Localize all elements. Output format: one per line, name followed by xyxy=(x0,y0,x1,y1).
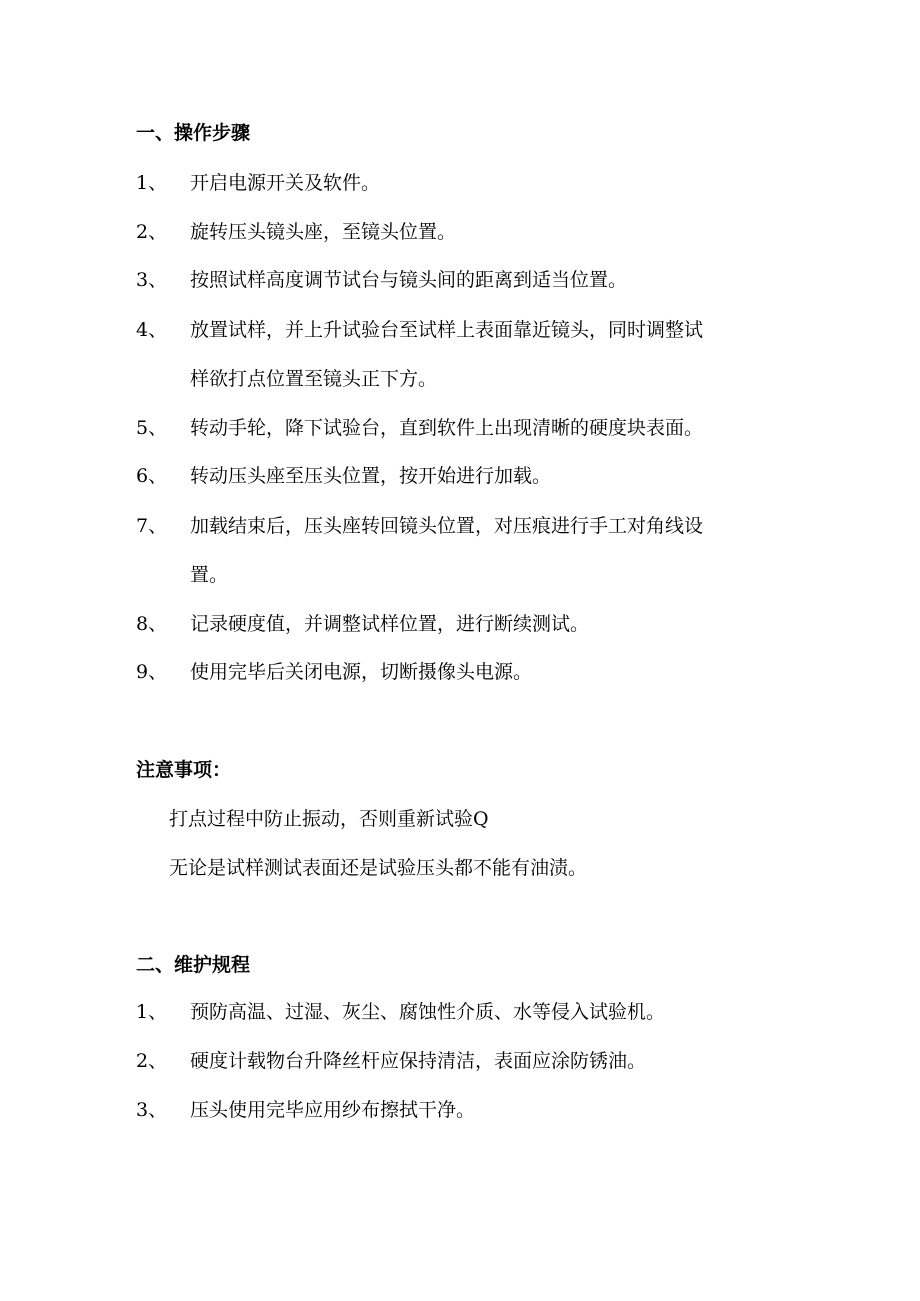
note-line-1: 打点过程中防止振动，否则重新试验Q xyxy=(169,808,489,830)
step-number: 4、 xyxy=(136,319,168,341)
step-item-7-continuation: 置。 xyxy=(190,564,229,586)
maintenance-item-3 xyxy=(136,1098,475,1122)
step-text: 使用完毕后关闭电源，切断摄像头电源。 xyxy=(190,661,533,683)
step-number: 1、 xyxy=(136,172,168,194)
step-item-3 xyxy=(136,268,627,292)
step-item-5 xyxy=(136,416,703,440)
step-text: 转动手轮，降下试验台，直到软件上出现清晰的硬度块表面。 xyxy=(190,417,704,439)
section-maintenance-title: 二、维护规程 xyxy=(136,954,251,976)
maintenance-text: 压头使用完毕应用纱布擦拭干净。 xyxy=(190,1099,476,1121)
step-text: 放置试样，并上升试验台至试样上表面靠近镜头，同时调整试 xyxy=(190,319,704,341)
maintenance-text: 预防高温、过湿、灰尘、腐蚀性介质、水等侵入试验机。 xyxy=(190,1001,666,1023)
step-number: 2、 xyxy=(136,221,168,243)
step-item-8 xyxy=(136,612,589,636)
notes-title: 注意事项： xyxy=(136,759,232,781)
step-text: 按照试样高度调节试台与镜头间的距离到适当位置。 xyxy=(190,269,628,291)
step-item-4 xyxy=(136,318,703,342)
step-item-1 xyxy=(136,171,380,195)
maintenance-item-1 xyxy=(136,1000,665,1024)
step-number: 8、 xyxy=(136,613,168,635)
maintenance-number: 1、 xyxy=(136,1001,168,1023)
step-number: 3、 xyxy=(136,269,168,291)
maintenance-number: 3、 xyxy=(136,1099,168,1121)
step-text: 旋转压头镜头座，至镜头位置。 xyxy=(190,221,457,243)
step-number: 9、 xyxy=(136,661,168,683)
maintenance-item-2 xyxy=(136,1049,646,1073)
maintenance-text: 硬度计载物台升降丝杆应保持清洁，表面应涂防锈油。 xyxy=(190,1050,647,1072)
step-text: 转动压头座至压头位置，按开始进行加载。 xyxy=(190,465,552,487)
step-item-7 xyxy=(136,514,703,538)
step-item-9 xyxy=(136,660,532,684)
step-item-6 xyxy=(136,464,551,488)
step-number: 7、 xyxy=(136,515,168,537)
note-line-2: 无论是试样测试表面还是试验压头都不能有油渍。 xyxy=(169,857,588,879)
step-text: 开启电源开关及软件。 xyxy=(190,172,381,194)
step-item-4-continuation: 样欲打点位置至镜头正下方。 xyxy=(190,368,438,390)
step-text: 加载结束后，压头座转回镜头位置，对压痕进行手工对角线设 xyxy=(190,515,704,537)
maintenance-number: 2、 xyxy=(136,1050,168,1072)
step-number: 5、 xyxy=(136,417,168,439)
step-text: 记录硬度值，并调整试样位置，进行断续测试。 xyxy=(190,613,590,635)
section-operation-steps-title: 一、操作步骤 xyxy=(136,122,251,144)
step-item-2 xyxy=(136,220,456,244)
step-number: 6、 xyxy=(136,465,168,487)
